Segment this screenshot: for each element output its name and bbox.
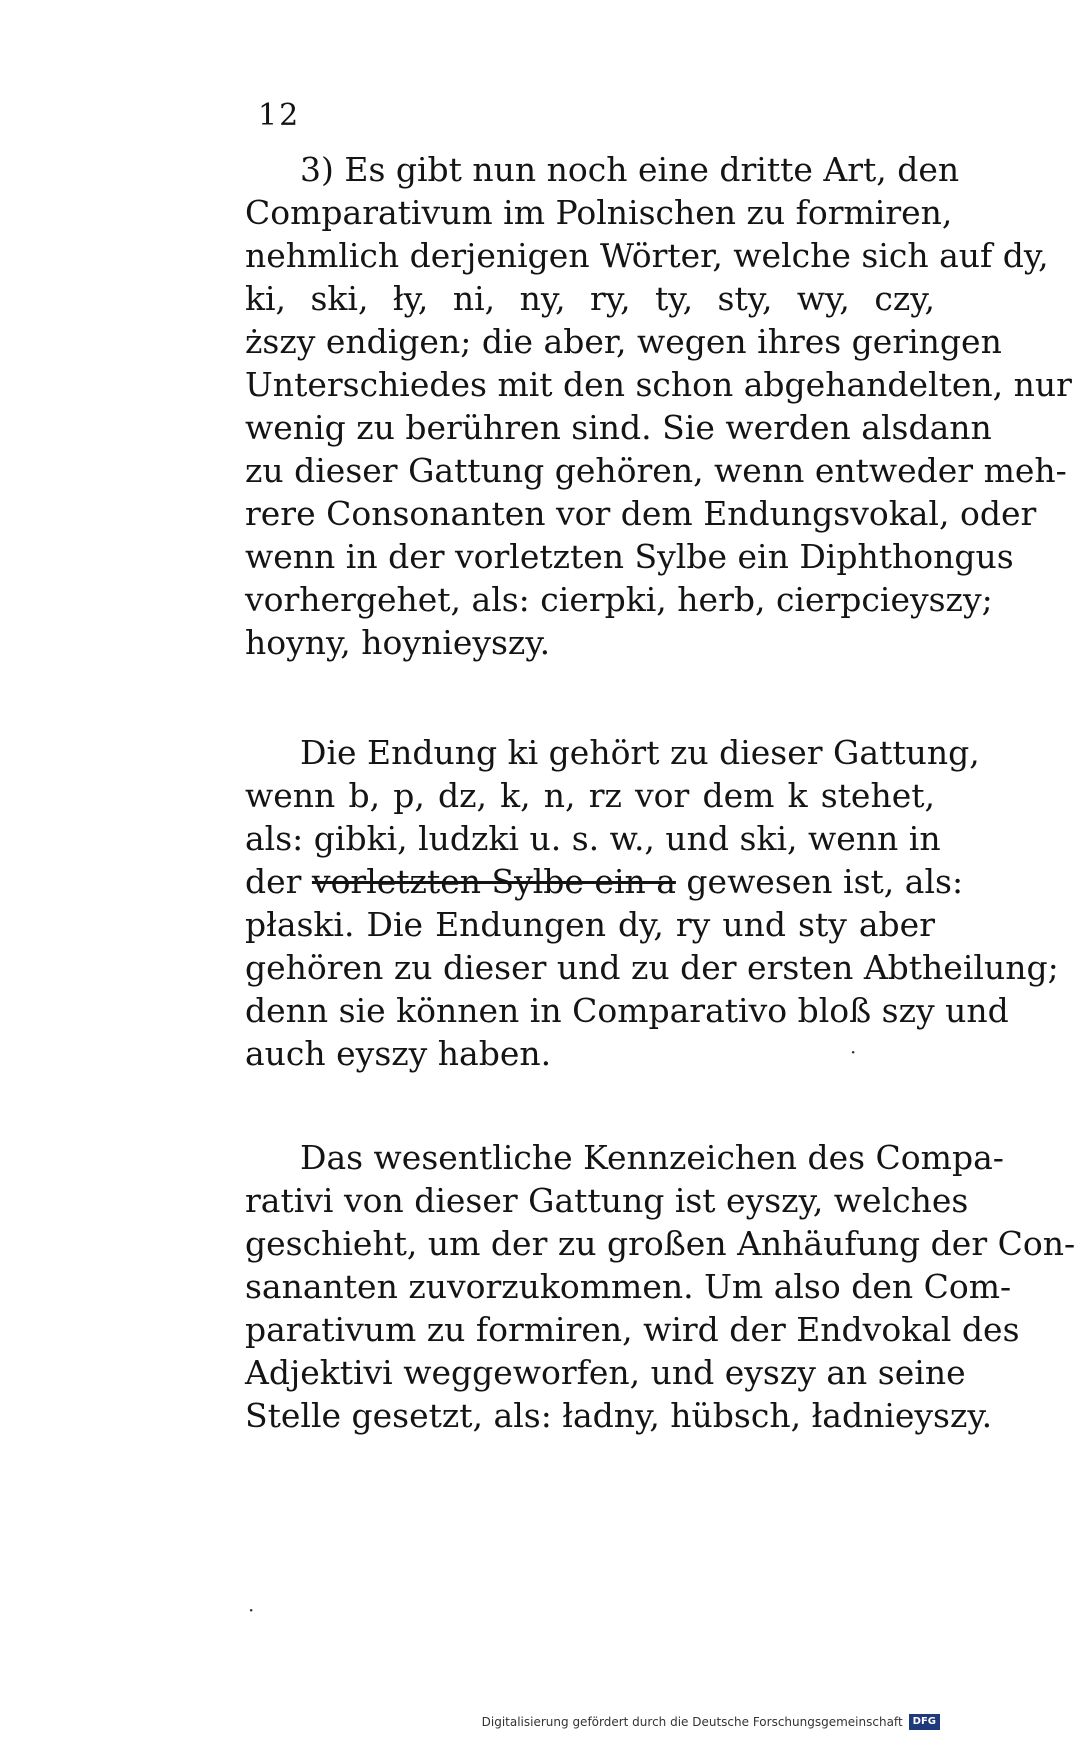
text-line: Adjektivi weggeworfen, und eyszy an seine: [245, 1353, 966, 1392]
page-number: 12: [258, 98, 301, 133]
text-line: Das wesentliche Kennzeichen des Compa-: [300, 1138, 1004, 1177]
text-line: wenig zu berühren sind. Sie werden alsdann: [245, 408, 992, 447]
text-line: vorhergehet, als: cierpki, herb, cierpcieyszy;: [245, 580, 993, 619]
text-line: płaski. Die Endungen dy, ry und sty aber: [245, 905, 935, 944]
text-line: gehören zu dieser und zu der ersten Abtheilung;: [245, 948, 1059, 987]
text-line: ki, ski, ły, ni, ny, ry, ty, sty, wy, czy,: [245, 279, 935, 318]
scan-speck: ·: [248, 1598, 255, 1622]
struck-text: vorletzten Sylbe ein a: [311, 862, 676, 901]
digitization-footer: [482, 1714, 940, 1730]
text-line: als: gibki, ludzki u. s. w., und ski, wenn in: [245, 819, 941, 858]
text-line: geschieht, um der zu großen Anhäufung der Con-: [245, 1224, 1075, 1263]
text-line: rere Consonanten vor dem Endungsvokal, oder: [245, 494, 1037, 533]
text-line: parativum zu formiren, wird der Endvokal des: [245, 1310, 1020, 1349]
text-line: 3) Es gibt nun noch eine dritte Art, den: [300, 150, 960, 189]
footer-text: Digitalisierung gefördert durch die Deutsche Forschungsgemeinschaft: [481, 1715, 903, 1729]
line-segment: gewesen ist, als:: [675, 862, 964, 901]
dfg-logo: DFG: [909, 1714, 940, 1730]
text-line: sananten zuvorzukommen. Um also den Com-: [245, 1267, 1012, 1306]
text-line: wenn b, p, dz, k, n, rz vor dem k stehet,: [245, 776, 935, 815]
text-line: nehmlich derjenigen Wörter, welche sich auf dy,: [245, 236, 1049, 275]
text-line: Unterschiedes mit den schon abgehandelten, nur: [245, 365, 1072, 404]
text-line: hoyny, hoynieyszy.: [245, 623, 551, 662]
scan-speck: ·: [850, 1040, 857, 1064]
text-line: Die Endung ki gehört zu dieser Gattung,: [300, 733, 980, 772]
text-line: ższy endigen; die aber, wegen ihres geringen: [245, 322, 1002, 361]
text-line: wenn in der vorletzten Sylbe ein Diphthongus: [245, 537, 1014, 576]
text-line: auch eyszy haben.: [245, 1034, 552, 1073]
text-line: denn sie können in Comparativo bloß szy und: [245, 991, 1009, 1030]
text-line-with-strikethrough: [245, 862, 964, 902]
line-segment: der: [245, 862, 312, 901]
text-line: Comparativum im Polnischen zu formiren,: [245, 193, 953, 232]
text-line: rativi von dieser Gattung ist eyszy, welches: [245, 1181, 969, 1220]
text-line: zu dieser Gattung gehören, wenn entweder meh-: [245, 451, 1067, 490]
text-line: Stelle gesetzt, als: ładny, hübsch, ładnieyszy.: [245, 1396, 993, 1435]
